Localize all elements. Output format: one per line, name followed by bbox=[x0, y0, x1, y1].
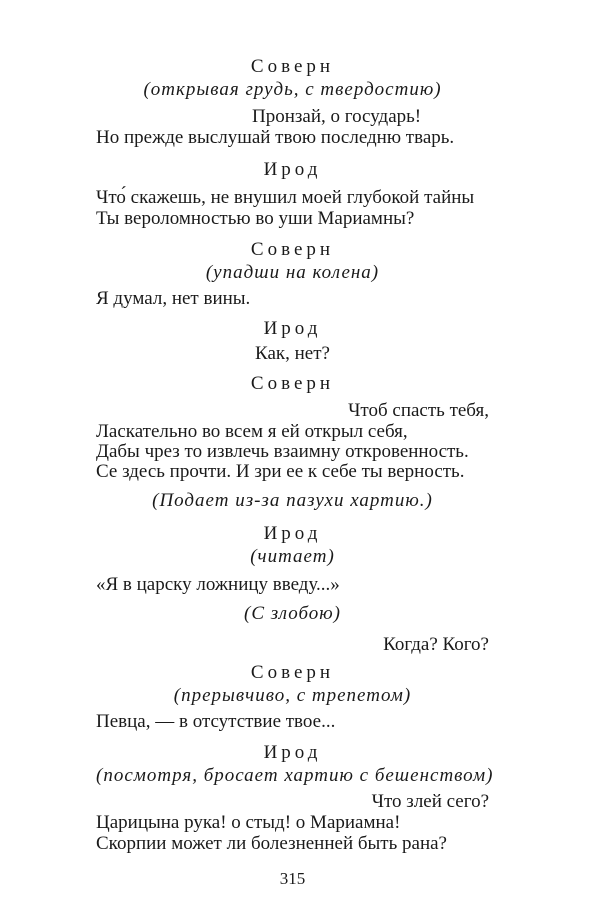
speaker-name: Ирод bbox=[263, 318, 322, 339]
verse-line: Ласкательно во всем я ей открыл себя, bbox=[96, 421, 408, 442]
stage-direction: (открывая грудь, с твердостию) bbox=[143, 79, 442, 100]
stage-direction: (С злобою) bbox=[244, 603, 341, 624]
speaker-name: Соверн bbox=[250, 239, 335, 260]
verse-line: Дабы чрез то извлечь взаимну откровенность. bbox=[96, 441, 469, 462]
stage-direction: (Подает из-за пазухи хартию.) bbox=[152, 490, 433, 511]
page-number: 315 bbox=[279, 869, 306, 888]
verse-line: Скорпии может ли болезненней быть рана? bbox=[96, 833, 447, 854]
verse-line: Я думал, нет вины. bbox=[96, 288, 251, 309]
verse-line: Ты вероломностью во уши Мариамны? bbox=[96, 208, 415, 229]
verse-line: Что́ скажешь, не внушил моей глубокой тайны bbox=[96, 187, 475, 208]
verse-line: Как, нет? bbox=[255, 343, 330, 364]
speaker-name: Соверн bbox=[250, 662, 335, 683]
verse-line: «Я в царску ложницу введу...» bbox=[96, 574, 340, 595]
verse-line: Певца, — в отсутствие твое... bbox=[96, 711, 336, 732]
verse-line: Пронзай, о государь! bbox=[252, 106, 422, 127]
verse-line: Но прежде выслушай твою последню тварь. bbox=[96, 127, 455, 148]
stage-direction: (упадши на колена) bbox=[205, 262, 380, 283]
verse-line: Чтоб спасть тебя, bbox=[348, 400, 489, 421]
stage-direction: (читает) bbox=[250, 546, 335, 567]
stage-direction: (прерывчиво, с трепетом) bbox=[173, 685, 412, 706]
speaker-name: Соверн bbox=[250, 373, 335, 394]
speaker-name: Ирод bbox=[263, 742, 322, 763]
verse-line: Царицына рука! о стыд! о Мариамна! bbox=[96, 812, 401, 833]
verse-line: Се здесь прочти. И зри ее к себе ты верность. bbox=[96, 461, 465, 482]
verse-line: Когда? Кого? bbox=[383, 634, 489, 655]
speaker-name: Ирод bbox=[263, 159, 322, 180]
speaker-name: Ирод bbox=[263, 523, 322, 544]
verse-line: Что злей сего? bbox=[371, 791, 489, 812]
stage-direction: (посмотря, бросает хартию с бешенством) bbox=[96, 765, 494, 786]
speaker-name: Соверн bbox=[250, 56, 335, 77]
